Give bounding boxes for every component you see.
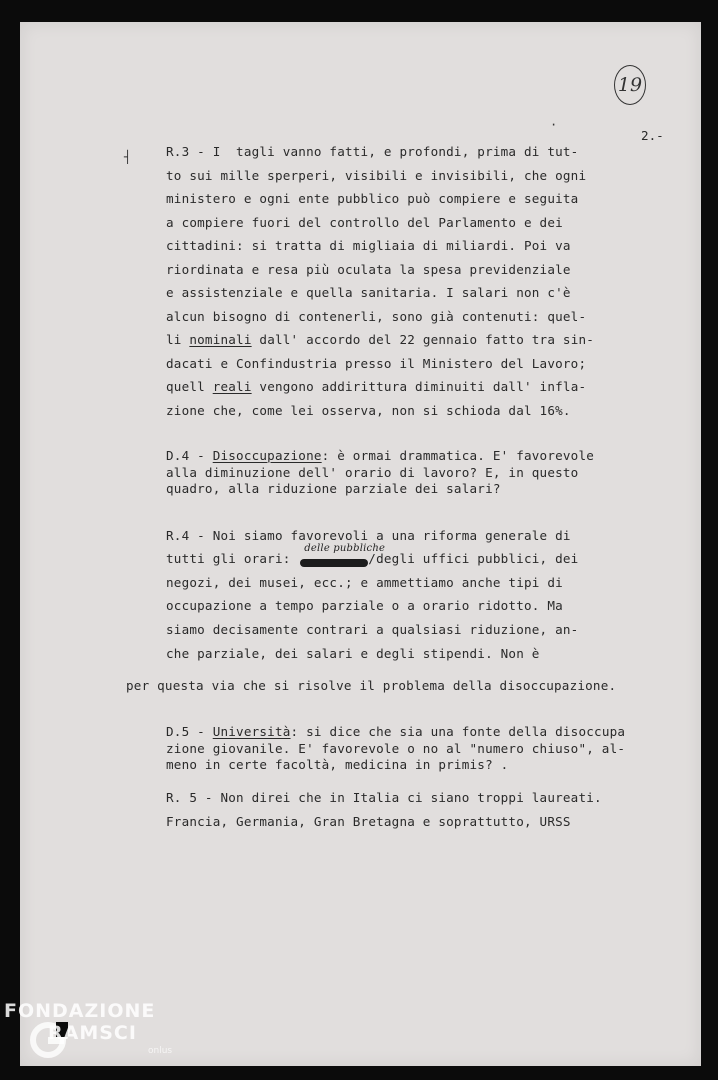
text-line	[166, 724, 625, 739]
text-line: R.3 - I tagli vanno fatti, e profondi, prima di tut-	[166, 144, 579, 159]
text-line: R. 5 - Non direi che in Italia ci siano troppi laureati.	[166, 790, 602, 805]
text-line: meno in certe facoltà, medicina in primis? .	[166, 757, 509, 772]
page-number: 2.-	[641, 128, 664, 143]
text-line: dacati e Confindustria presso il Ministero del Lavoro;	[166, 356, 587, 371]
ink-speck: ·	[550, 118, 558, 132]
text-fragment: li	[166, 332, 190, 347]
underlined-word: reali	[212, 379, 252, 394]
text-line: negozi, dei musei, ecc.; e ammettiamo anche tipi di	[166, 575, 563, 590]
text-fragment: tutti gli orari:	[166, 551, 299, 566]
text-line: to sui mille sperperi, visibili e invisibili, che ogni	[166, 168, 587, 183]
text-line: che parziale, dei salari e degli stipendi. Non è	[166, 646, 540, 661]
text-line: alla diminuzione dell' orario di lavoro? E, in questo	[166, 465, 579, 480]
archive-number-stamp: 19	[614, 65, 646, 105]
text-line: ministero e ogni ente pubblico può compiere e seguita	[166, 191, 579, 206]
handwritten-note: delle pubbliche	[304, 543, 386, 554]
text-line: riordinata e resa più oculata la spesa previdenziale	[166, 262, 571, 277]
question-keyword: Disoccupazione	[212, 448, 322, 463]
logo-subtext: onlus	[148, 1046, 173, 1056]
text-fragment: degli uffici pubblici, dei	[376, 551, 579, 566]
redacted-handwritten-insert	[298, 543, 386, 566]
logo-text: FONDAZIONE	[4, 1000, 156, 1022]
text-line: tutti gli orari: delle pubbliche /degli uffici pubblici, dei	[166, 543, 579, 566]
text-fragment: : si dice che sia una fonte della disoccupa	[290, 724, 626, 739]
fondazione-gramsci-logo	[4, 1000, 184, 1070]
text-line: zione che, come lei osserva, non si schioda dal 16%.	[166, 403, 571, 418]
question-keyword: Università	[212, 724, 291, 739]
text-fragment: dall' accordo del 22 gennaio fatto tra sin-	[251, 332, 595, 347]
text-line: siamo decisamente contrari a qualsiasi riduzione, an-	[166, 622, 579, 637]
text-fragment: : è ormai drammatica. E' favorevole	[321, 448, 595, 463]
underlined-word: nominali	[189, 332, 252, 347]
text-line: quadro, alla riduzione parziale dei salari?	[166, 481, 501, 496]
text-line: occupazione a tempo parziale o a orario ridotto. Ma	[166, 598, 563, 613]
text-fragment: D.4 -	[166, 448, 213, 463]
text-fragment: D.5 -	[166, 724, 213, 739]
text-line: cittadini: si tratta di migliaia di miliardi. Poi va	[166, 238, 571, 253]
text-line	[166, 332, 594, 347]
text-line	[166, 448, 594, 463]
text-line: alcun bisogno di contenerli, sono già contenuti: quel-	[166, 309, 587, 324]
text-line: per questa via che si risolve il problema della disoccupazione.	[126, 678, 617, 693]
text-line: a compiere fuori del controllo del Parlamento e dei	[166, 215, 563, 230]
text-line: Francia, Germania, Gran Bretagna e soprattutto, URSS	[166, 814, 571, 829]
logo-text: RAMSCI	[48, 1022, 137, 1044]
text-line: e assistenziale e quella sanitaria. I salari non c'è	[166, 285, 571, 300]
text-fragment: vengono addirittura diminuiti dall' infla-	[251, 379, 587, 394]
redaction-bar	[300, 559, 368, 567]
text-fragment: quell	[166, 379, 213, 394]
text-line	[166, 379, 586, 394]
text-line: zione giovanile. E' favorevole o no al "numero chiuso", al-	[166, 741, 626, 756]
margin-mark: ┤	[124, 150, 132, 164]
text-line: R.4 - Noi siamo favorevoli a una riforma generale di	[166, 528, 571, 543]
